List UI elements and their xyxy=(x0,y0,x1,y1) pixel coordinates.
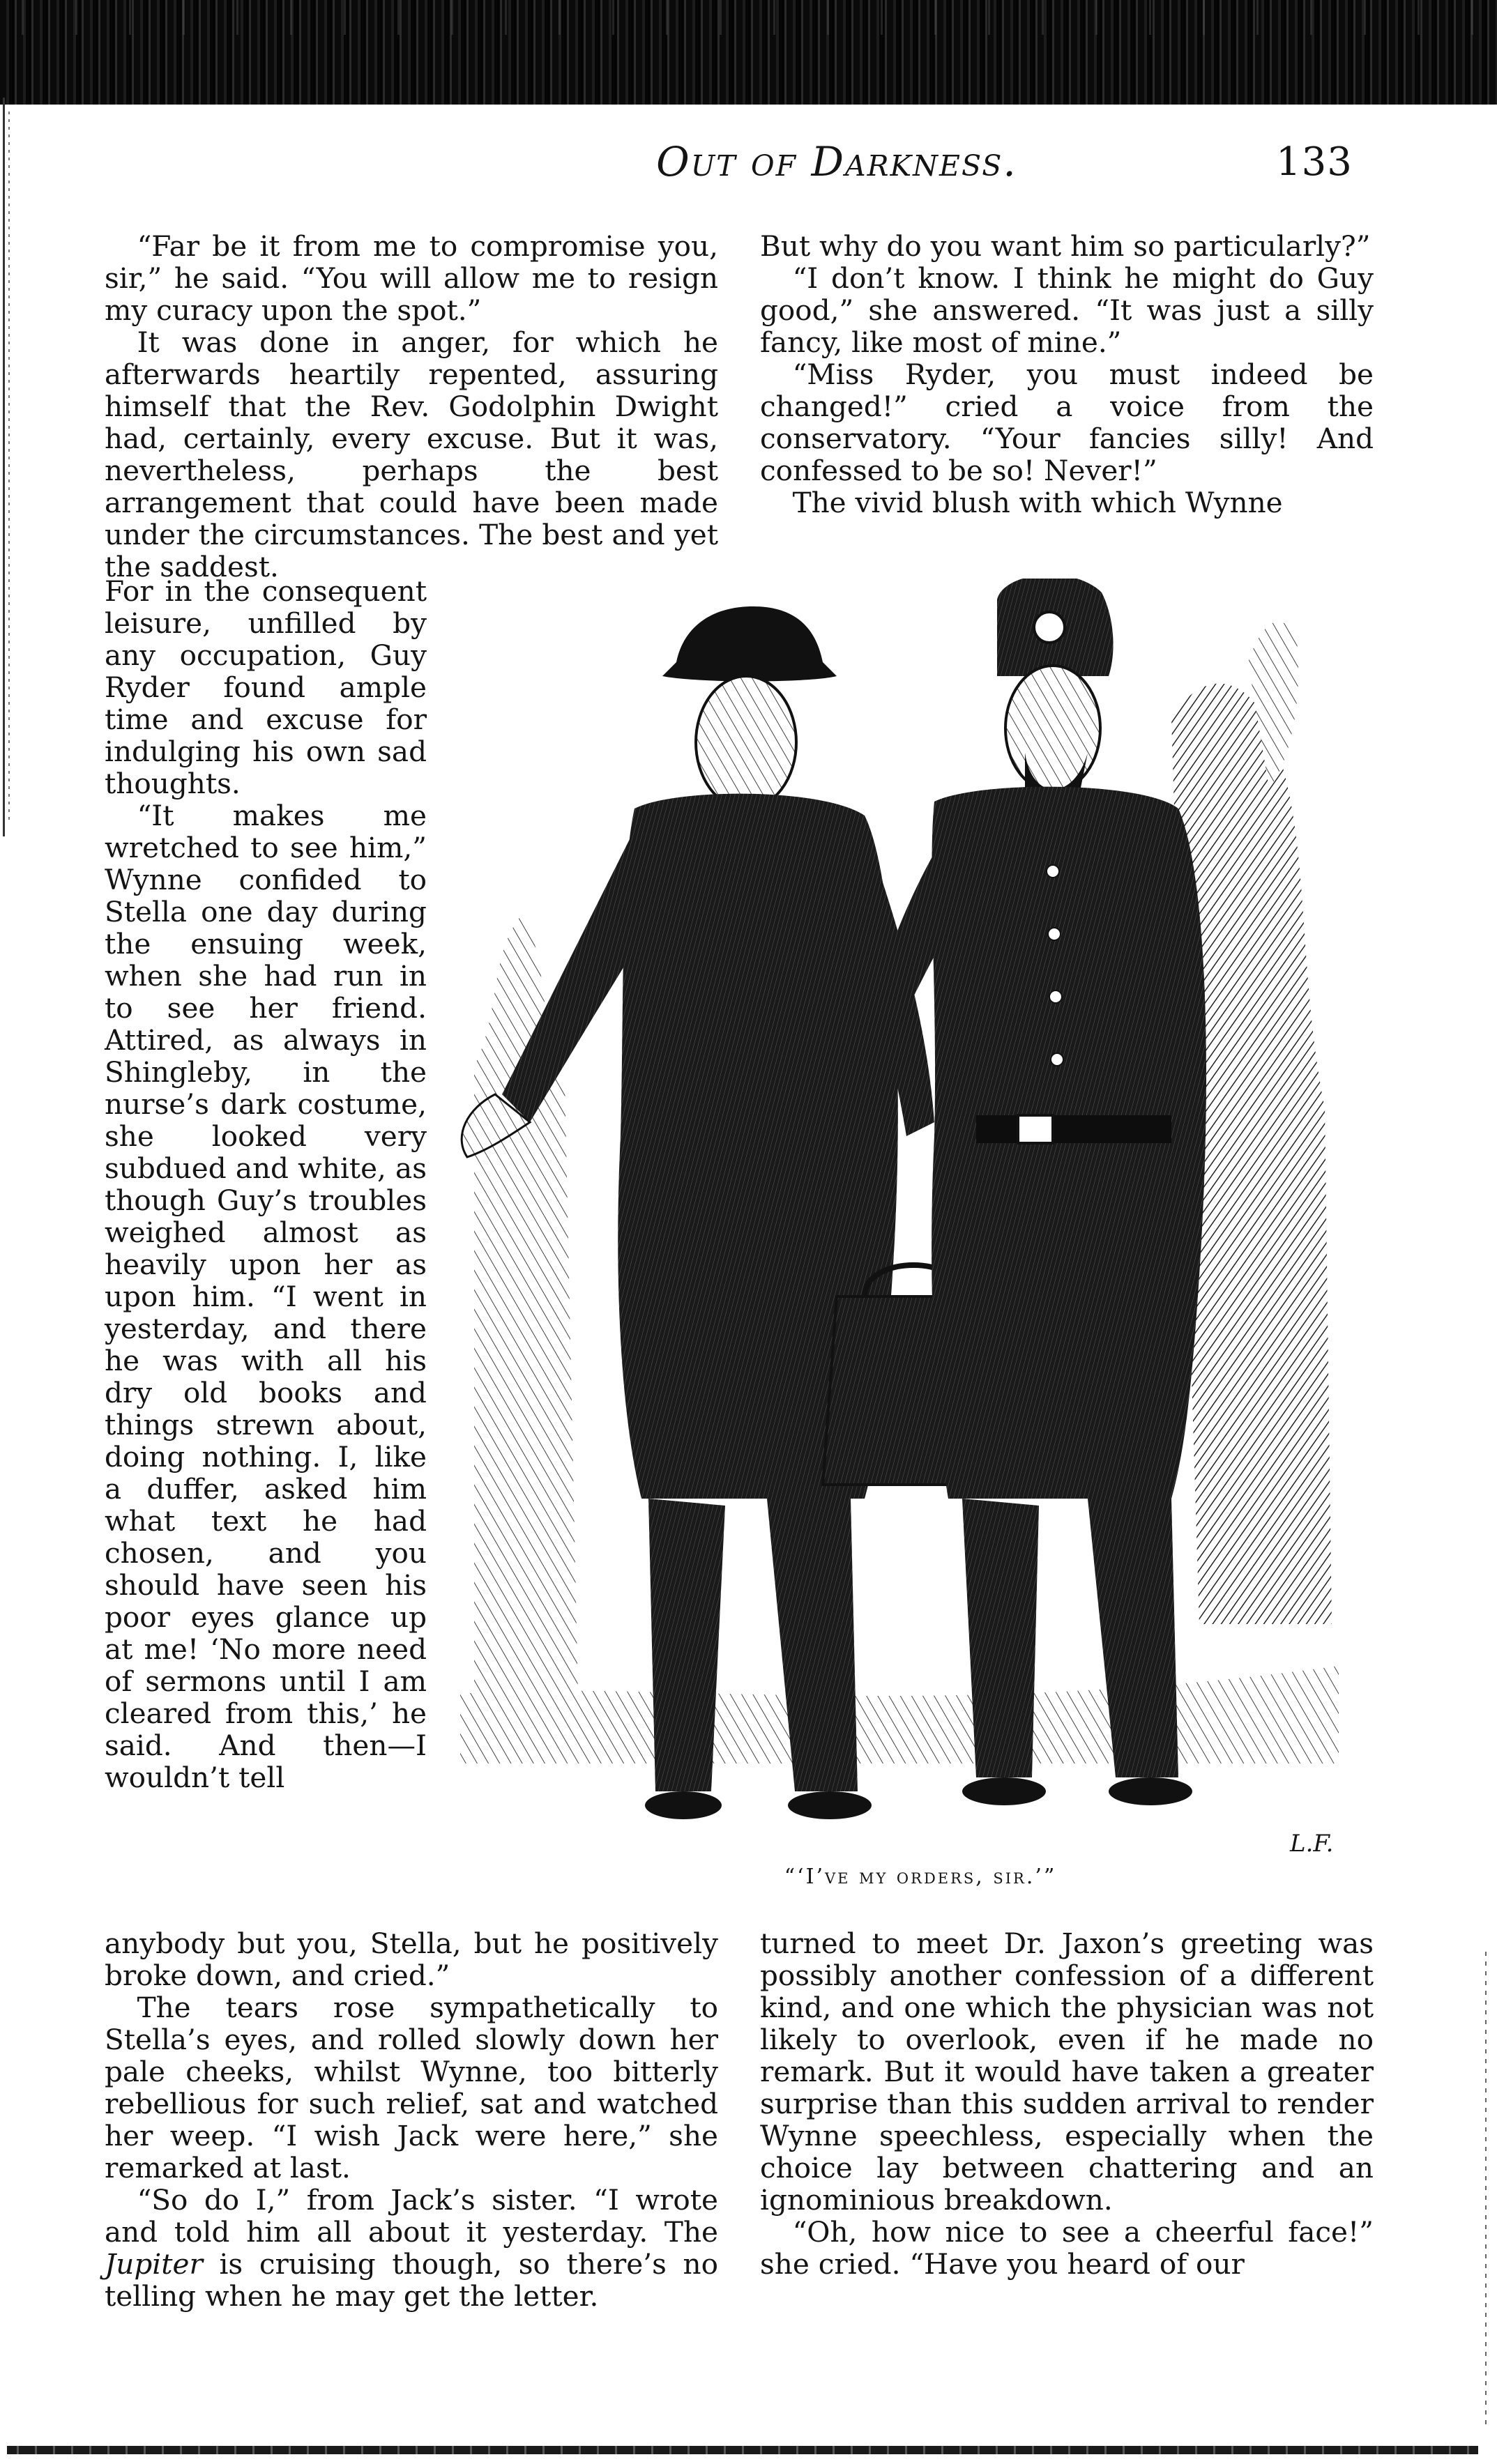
left-column-wrapped-text xyxy=(105,575,427,1793)
text-run: is cruising though, so there’s no telling when he may get the letter. xyxy=(105,2247,718,2313)
text-run: “So do I,” from Jack’s sister. “I wrote and told him all about it yesterday. The xyxy=(105,2183,718,2249)
scanned-top-border xyxy=(0,0,1497,105)
left-column-top xyxy=(105,230,718,583)
left-column-bottom xyxy=(105,1927,718,2312)
paragraph: “Far be it from me to compromise you, sir,” he said. “You will allow me to resign my curacy upon the spot.” xyxy=(105,229,718,327)
policeman-figure xyxy=(879,579,1206,1805)
scanned-left-edge-marks xyxy=(8,112,10,822)
paragraph: The vivid blush with which Wynne xyxy=(792,486,1283,519)
ship-name: Jupiter xyxy=(105,2247,203,2281)
engraving-clergyman-and-policeman xyxy=(446,579,1353,1861)
paragraph: “Oh, how nice to see a cheerful face!” she cried. “Have you heard of our xyxy=(760,2215,1374,2281)
ground xyxy=(460,1666,1339,1763)
paragraph-continuation: But why do you want him so particularly?” xyxy=(760,229,1371,263)
scanned-right-edge xyxy=(1485,1952,1487,2426)
paragraph xyxy=(105,2184,718,2312)
scanned-bottom-border xyxy=(7,2446,1478,2454)
right-column-top xyxy=(760,230,1374,519)
running-head: Out of Darkness. xyxy=(656,138,1017,185)
engraver-signature: L.F. xyxy=(1290,1830,1334,1858)
paragraph-continuation: anybody but you, Stella, but he positively broke down, and cried.” xyxy=(105,1927,718,1992)
illustration-caption: “‘I’ve my orders, sir.’” xyxy=(784,1865,1057,1889)
paragraph: “It makes me wretched to see him,” Wynne confided to Stella one day during the ensuing week, when she had run in to see her friend. Attired, as always in Shingleby, in the nurse’s dark costume, she looked very subdued and white, as though Guy’s troubles weighed almost as heavily upon her as upon him. “I went in yesterday, and there he was with all his dry old books and things strewn about, doing nothing. I, like a duffer, asked him what text he had chosen, and you should have seen his poor eyes glance up at me! ‘No more need of sermons until I am cleared from this,’ he said. And then—I wouldn’t tell xyxy=(105,799,427,1794)
paragraph-continuation: For in the consequent leisure, unfilled by any occupation, Guy Ryder found ample time and excuse for indulging his own sad thoughts. xyxy=(105,574,427,800)
paragraph: “Miss Ryder, you must indeed be changed!” cried a voice from the conservatory. “Your fancies silly! And confessed to be so! Never!” xyxy=(760,358,1374,487)
paragraph: It was done in anger, for which he afterwards heartily repented, assuring himself that the Rev. Godolphin Dwight had, certainly, every excuse. But it was, nevertheless, perhaps the best arrangement that could have been made under the circumstances. The best and yet the saddest. xyxy=(105,326,718,583)
paragraph-continuation: turned to meet Dr. Jaxon’s greeting was possibly another confession of a different kind, and one which the physician was not likely to overlook, even if he made no remark. But it would have taken a greater surprise than this sudden arrival to render Wynne speechless, especially when the choice lay between chattering and an ignominious breakdown. xyxy=(760,1927,1374,2217)
paragraph: “I don’t know. I think he might do Guy good,” she answered. “It was just a silly fancy, like most of mine.” xyxy=(760,261,1374,359)
paragraph: The tears rose sympathetically to Stella’s eyes, and rolled slowly down her pale cheeks, whilst Wynne, too bitterly rebellious for such relief, sat and watched her weep. “I wish Jack were here,” she remarked at last. xyxy=(105,1991,718,2184)
right-column-bottom xyxy=(760,1927,1374,2280)
page-number: 133 xyxy=(1276,139,1353,185)
